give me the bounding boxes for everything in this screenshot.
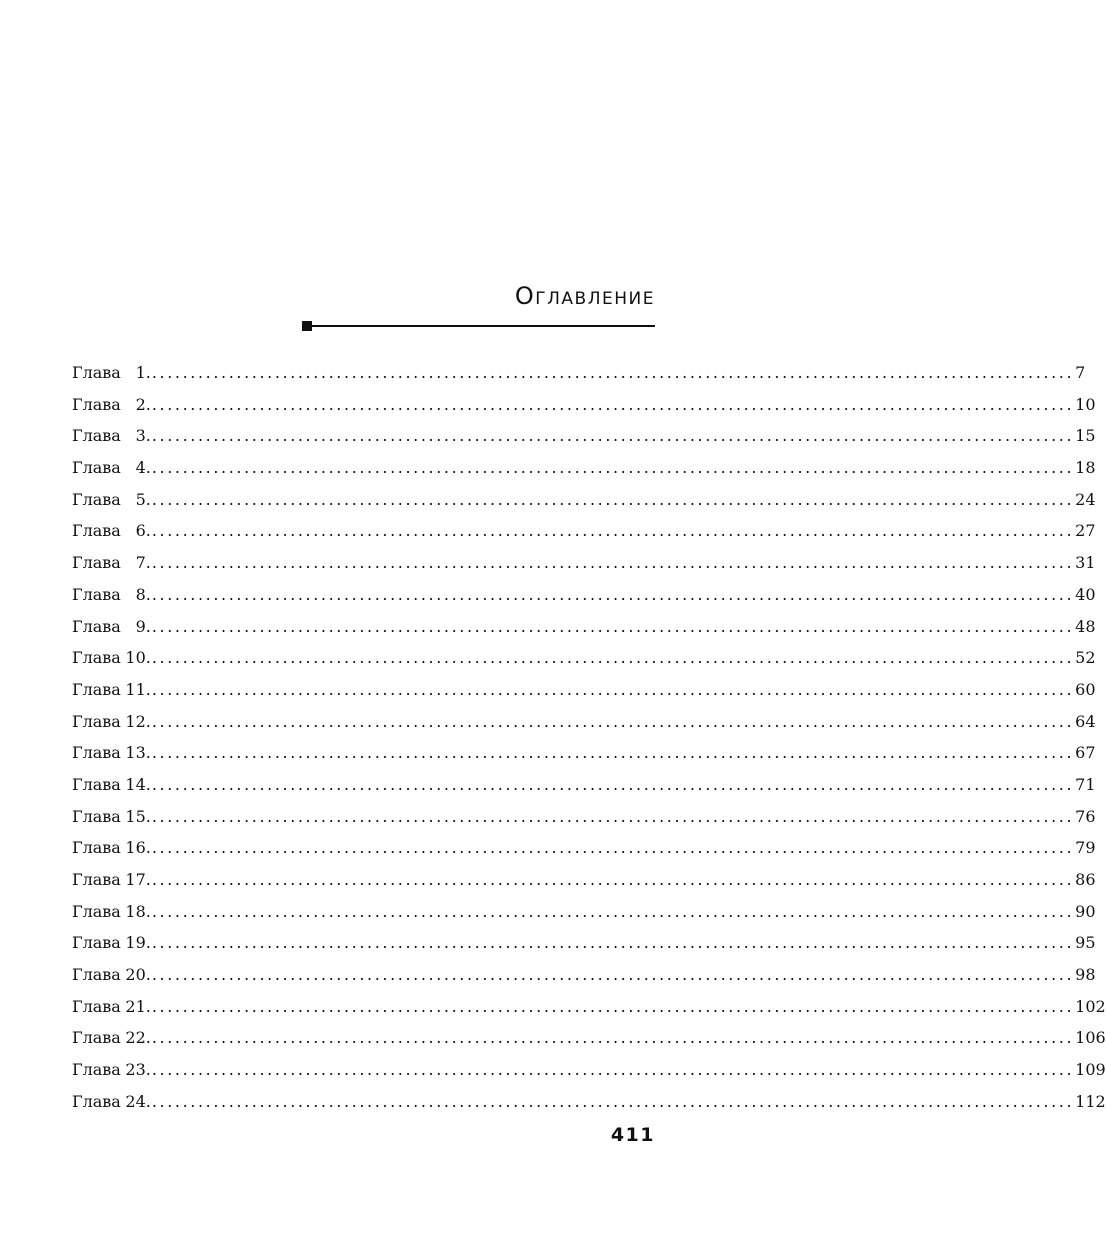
toc-entry-page: 24 (1075, 489, 1096, 509)
toc-entry-page: 86 (1075, 870, 1096, 889)
toc-entry-label: Глава (72, 1091, 121, 1111)
toc-entry-number: 5. (135, 489, 151, 509)
page-title: Оглавление (514, 282, 655, 310)
toc-entry-number: 21. (125, 996, 151, 1016)
toc-entry-number: 17. (125, 870, 151, 889)
toc-entry-label: Глава (72, 616, 121, 636)
toc-entry-number: 23. (125, 1060, 151, 1080)
toc-entry-label: Глава (72, 648, 121, 668)
dot-leader: ........................................................................................................................ (151, 1028, 1075, 1048)
toc-entry-number: 11. (125, 679, 151, 699)
dot-leader: ........................................................................................................................ (151, 901, 1075, 921)
toc-entry[interactable] (72, 801, 1096, 833)
toc-entry-label: Глава (72, 363, 121, 382)
toc-entry[interactable] (72, 864, 1096, 896)
dot-leader: ........................................................................................................................ (151, 553, 1075, 573)
toc-entry-page: 79 (1075, 838, 1096, 858)
dot-leader: ........................................................................................................................ (151, 648, 1075, 668)
toc-entry[interactable] (72, 642, 1096, 674)
toc-entry[interactable] (72, 706, 1096, 738)
toc-entry-page: 18 (1075, 458, 1096, 478)
toc-entry-number: 13. (125, 743, 151, 763)
toc-entry-label: Глава (72, 426, 121, 446)
toc-entry-number: 2. (135, 394, 151, 414)
toc-entry-page: 7 (1075, 363, 1086, 382)
toc-entry-number: 8. (135, 584, 151, 604)
toc-entry-label: Глава (72, 870, 121, 889)
toc-entry-page: 52 (1075, 648, 1096, 668)
dot-leader: ........................................................................................................................ (151, 363, 1075, 382)
toc-entry-page: 76 (1075, 806, 1096, 826)
toc-entry[interactable] (72, 484, 1096, 516)
toc-entry-label: Глава (72, 743, 121, 763)
toc-entry-number: 10. (125, 648, 151, 668)
toc-entry-label: Глава (72, 553, 121, 573)
toc-entry-page: 15 (1075, 426, 1096, 446)
page-number: 411 (610, 1124, 655, 1146)
toc-entry-label: Глава (72, 521, 121, 541)
toc-entry-page: 40 (1075, 584, 1096, 604)
toc-entry[interactable] (72, 1054, 1106, 1086)
toc-entry[interactable] (72, 674, 1096, 706)
toc-entry-page: 95 (1075, 933, 1096, 953)
dot-leader: ........................................................................................................................ (151, 489, 1075, 509)
toc-entry[interactable] (72, 547, 1096, 579)
toc-entry-label: Глава (72, 458, 121, 478)
toc-entry-label: Глава (72, 1028, 121, 1048)
toc-entry[interactable] (72, 959, 1096, 991)
toc-entry[interactable] (72, 927, 1096, 959)
dot-leader: ........................................................................................................................ (151, 774, 1075, 794)
toc-entry-page: 106 (1075, 1028, 1106, 1048)
toc-entry-label: Глава (72, 711, 121, 731)
divider-line (312, 325, 655, 327)
dot-leader: ........................................................................................................................ (151, 870, 1075, 889)
toc-entry-page: 48 (1075, 616, 1096, 636)
toc-entry-page: 112 (1075, 1091, 1106, 1111)
toc-entry-page: 64 (1075, 711, 1096, 731)
dot-leader: ........................................................................................................................ (151, 1060, 1075, 1080)
dot-leader: ........................................................................................................................ (151, 933, 1075, 953)
dot-leader: ........................................................................................................................ (151, 521, 1075, 541)
toc-entry-page: 10 (1075, 394, 1096, 414)
toc-entry-number: 18. (125, 901, 151, 921)
dot-leader: ........................................................................................................................ (151, 743, 1075, 763)
toc-entry-page: 90 (1075, 901, 1096, 921)
toc-entry-label: Глава (72, 679, 121, 699)
toc-entry-label: Глава (72, 394, 121, 414)
toc-entry[interactable] (72, 611, 1096, 643)
toc-entry-label: Глава (72, 1060, 121, 1080)
dot-leader: ........................................................................................................................ (151, 679, 1075, 699)
toc-entry-number: 20. (125, 965, 151, 985)
toc-entry[interactable] (72, 515, 1096, 547)
dot-leader: ........................................................................................................................ (151, 806, 1075, 826)
toc-entry-label: Глава (72, 965, 121, 985)
toc-entry-number: 24. (125, 1091, 151, 1111)
toc-entry[interactable] (72, 769, 1096, 801)
toc-entry-label: Глава (72, 489, 121, 509)
toc-entry-number: 19. (125, 933, 151, 953)
dot-leader: ........................................................................................................................ (151, 965, 1075, 985)
toc-entry[interactable] (72, 896, 1096, 928)
toc-entry-page: 71 (1075, 774, 1096, 794)
toc-entry-number: 6. (135, 521, 151, 541)
toc-entry-number: 1. (135, 363, 151, 382)
dot-leader: ........................................................................................................................ (151, 616, 1075, 636)
toc-entry[interactable] (72, 579, 1096, 611)
toc-entry-number: 22. (125, 1028, 151, 1048)
toc-entry[interactable] (72, 737, 1096, 769)
toc-entry-page: 31 (1075, 553, 1096, 573)
toc-entry-number: 14. (125, 774, 151, 794)
toc-entry-page: 27 (1075, 521, 1096, 541)
toc-entry-number: 16. (125, 838, 151, 858)
toc-entry-label: Глава (72, 774, 121, 794)
toc-entry-number: 3. (135, 426, 151, 446)
dot-leader: ........................................................................................................................ (151, 458, 1075, 478)
toc-entry-number: 4. (135, 458, 151, 478)
toc-entry-label: Глава (72, 584, 121, 604)
toc-entry-number: 9. (135, 616, 151, 636)
title-rule (302, 321, 655, 331)
dot-leader: ........................................................................................................................ (151, 711, 1075, 731)
toc-entry-label: Глава (72, 996, 121, 1016)
toc-entry[interactable] (72, 452, 1096, 484)
toc-entry-label: Глава (72, 901, 121, 921)
toc-entry-page: 67 (1075, 743, 1096, 763)
toc-entry-label: Глава (72, 838, 121, 858)
toc-entry-label: Глава (72, 933, 121, 953)
toc-list (72, 357, 1106, 1118)
toc-entry[interactable] (72, 1022, 1106, 1054)
dot-leader: ........................................................................................................................ (151, 838, 1075, 858)
toc-entry-page: 98 (1075, 965, 1096, 985)
toc-entry-number: 15. (125, 806, 151, 826)
toc-entry[interactable] (72, 389, 1096, 421)
square-bullet-icon (302, 321, 312, 331)
toc-entry-number: 7. (135, 553, 151, 573)
toc-entry-label: Глава (72, 806, 121, 826)
toc-entry[interactable] (72, 357, 1086, 389)
toc-entry[interactable] (72, 1086, 1106, 1118)
toc-entry-page: 109 (1075, 1060, 1106, 1080)
dot-leader: ........................................................................................................................ (151, 394, 1075, 414)
toc-entry[interactable] (72, 991, 1106, 1023)
toc-entry-number: 12. (125, 711, 151, 731)
toc-entry-page: 102 (1075, 996, 1106, 1016)
dot-leader: ........................................................................................................................ (151, 584, 1075, 604)
toc-entry-page: 60 (1075, 679, 1096, 699)
dot-leader: ........................................................................................................................ (151, 996, 1075, 1016)
dot-leader: ........................................................................................................................ (151, 1091, 1075, 1111)
toc-entry[interactable] (72, 832, 1096, 864)
toc-entry[interactable] (72, 420, 1096, 452)
dot-leader: ........................................................................................................................ (151, 426, 1075, 446)
